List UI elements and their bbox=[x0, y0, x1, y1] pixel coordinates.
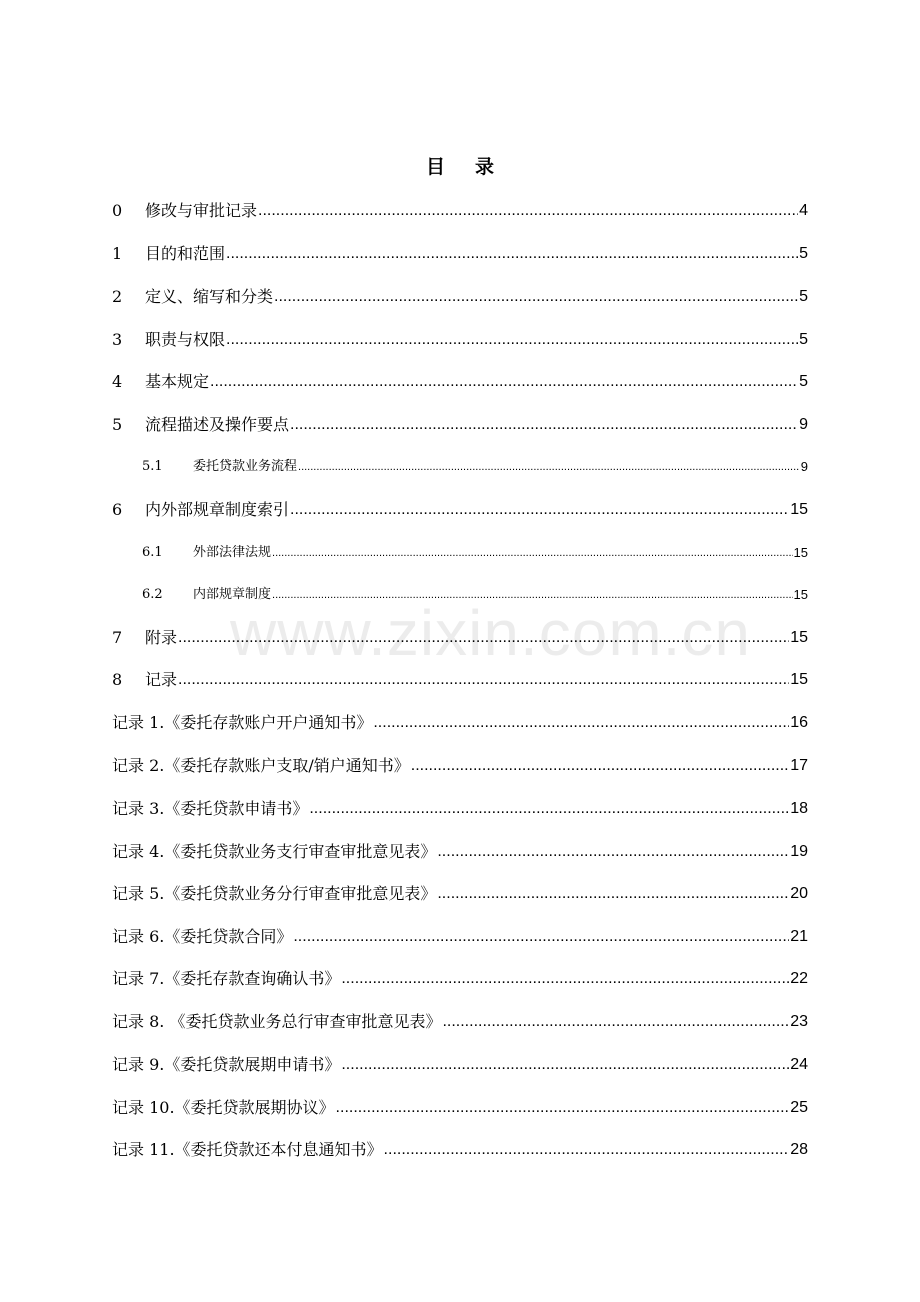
toc-record-7[interactable] bbox=[112, 965, 808, 989]
toc-entry-page: 28 bbox=[790, 1141, 808, 1158]
toc-leader-dots bbox=[411, 756, 789, 776]
toc-entry-page: 5 bbox=[799, 331, 808, 348]
toc-entry-page: 9 bbox=[800, 459, 808, 474]
toc-entry-label: 记录 8. 《委托贷款业务总行审查审批意见表》 bbox=[112, 1012, 442, 1031]
toc-record-10[interactable] bbox=[112, 1094, 808, 1118]
toc-record-2[interactable] bbox=[112, 752, 808, 776]
toc-leader-dots bbox=[309, 799, 789, 819]
toc-entry-label: 目的和范围 bbox=[145, 244, 226, 263]
toc-leader-dots bbox=[226, 330, 798, 350]
toc-leader-dots bbox=[178, 670, 789, 690]
toc-entry-label: 记录 10.《委托贷款展期协议》 bbox=[112, 1098, 335, 1117]
toc-entry-label: 委托贷款业务流程 bbox=[193, 459, 298, 474]
toc-record-3[interactable] bbox=[112, 795, 808, 819]
toc-entry-label: 记录 2.《委托存款账户支取/销户通知书》 bbox=[112, 756, 410, 775]
toc-entry-4[interactable] bbox=[112, 368, 808, 392]
toc-record-6[interactable] bbox=[112, 923, 808, 947]
watermark: www.zixin.com.cn bbox=[230, 597, 751, 669]
toc-leader-dots bbox=[373, 713, 789, 733]
toc-entry-7[interactable] bbox=[112, 624, 808, 648]
toc-entry-number: 5 bbox=[112, 415, 123, 434]
toc-entry-label: 记录 1.《委托存款账户开户通知书》 bbox=[112, 713, 373, 732]
toc-record-5[interactable] bbox=[112, 880, 808, 904]
toc-entry-label: 内部规章制度 bbox=[193, 587, 272, 602]
toc-entry-1[interactable] bbox=[112, 240, 808, 264]
toc-entry-page: 23 bbox=[790, 1013, 808, 1030]
toc-entry-page: 16 bbox=[790, 714, 808, 731]
toc-leader-dots bbox=[437, 842, 789, 862]
toc-entry-label: 记录 3.《委托贷款申请书》 bbox=[112, 799, 309, 818]
toc-entry-number: 0 bbox=[112, 201, 123, 220]
toc-entry-number: 4 bbox=[112, 372, 123, 391]
toc-entry-page: 15 bbox=[790, 671, 808, 688]
toc-entry-page: 19 bbox=[790, 843, 808, 860]
toc-entry-label: 流程描述及操作要点 bbox=[145, 415, 290, 434]
toc-record-11[interactable] bbox=[112, 1136, 808, 1160]
toc-entry-label: 职责与权限 bbox=[145, 330, 226, 349]
toc-entry-page: 15 bbox=[790, 501, 808, 518]
toc-entry-label: 记录 4.《委托贷款业务支行审查审批意见表》 bbox=[112, 842, 437, 861]
toc-entry-number: 6.1 bbox=[142, 545, 163, 560]
toc-entry-number: 7 bbox=[112, 628, 123, 647]
toc-leader-dots bbox=[384, 1140, 790, 1160]
toc-record-8[interactable] bbox=[112, 1008, 808, 1032]
toc-entry-page: 24 bbox=[790, 1056, 808, 1073]
toc-entry-page: 25 bbox=[790, 1099, 808, 1116]
toc-entry-page: 17 bbox=[790, 757, 808, 774]
toc-leader-dots bbox=[341, 1055, 789, 1075]
toc-entry-number: 1 bbox=[112, 244, 123, 263]
toc-entry-2[interactable] bbox=[112, 283, 808, 307]
toc-leader-dots bbox=[290, 500, 789, 520]
toc-entry-label: 基本规定 bbox=[145, 372, 210, 391]
toc-title-left: 目 bbox=[425, 156, 445, 178]
toc-entry-label: 修改与审批记录 bbox=[145, 201, 258, 220]
toc-leader-dots bbox=[298, 457, 800, 477]
toc-entry-page: 22 bbox=[790, 970, 808, 987]
toc-entry-number: 2 bbox=[112, 287, 123, 306]
toc-record-4[interactable] bbox=[112, 838, 808, 862]
toc-entry-page: 4 bbox=[799, 202, 808, 219]
toc-entry-label: 记录 bbox=[145, 670, 178, 689]
toc-entry-page: 21 bbox=[790, 928, 808, 945]
toc-entry-label: 记录 7.《委托存款查询确认书》 bbox=[112, 969, 341, 988]
toc-leader-dots bbox=[437, 884, 789, 904]
toc-entry-page: 5 bbox=[799, 288, 808, 305]
toc-entry-page: 15 bbox=[793, 545, 808, 560]
toc-entry-8[interactable] bbox=[112, 666, 808, 690]
toc-leader-dots bbox=[274, 287, 798, 307]
toc-entry-3[interactable] bbox=[112, 326, 808, 350]
toc-entry-number: 5.1 bbox=[142, 459, 163, 474]
toc-entry-page: 9 bbox=[799, 416, 808, 433]
toc-record-9[interactable] bbox=[112, 1051, 808, 1075]
toc-leader-dots bbox=[290, 415, 798, 435]
toc-leader-dots bbox=[272, 543, 793, 563]
toc-entry-5[interactable] bbox=[112, 411, 808, 435]
toc-title bbox=[0, 152, 920, 179]
toc-entry-6[interactable] bbox=[112, 496, 808, 520]
toc-entry-0[interactable] bbox=[112, 197, 808, 221]
toc-entry-label: 外部法律法规 bbox=[193, 545, 272, 560]
toc-entry-page: 5 bbox=[799, 373, 808, 390]
toc-leader-dots bbox=[336, 1098, 790, 1118]
toc-entry-label: 记录 11.《委托贷款还本付息通知书》 bbox=[112, 1140, 383, 1159]
toc-entry-label: 定义、缩写和分类 bbox=[145, 287, 274, 306]
toc-leader-dots bbox=[442, 1012, 789, 1032]
toc-entry-label: 记录 6.《委托贷款合同》 bbox=[112, 927, 293, 946]
toc-entry-page: 15 bbox=[793, 587, 808, 602]
toc-entry-number: 6 bbox=[112, 500, 123, 519]
toc-entry-page: 15 bbox=[790, 629, 808, 646]
toc-entry-5-1[interactable] bbox=[142, 453, 808, 477]
toc-entry-number: 6.2 bbox=[142, 587, 163, 602]
toc-entry-number: 3 bbox=[112, 330, 123, 349]
toc-leader-dots bbox=[258, 201, 798, 221]
toc-entry-6-1[interactable] bbox=[142, 539, 808, 563]
toc-entry-label: 附录 bbox=[145, 628, 178, 647]
toc-leader-dots bbox=[341, 969, 789, 989]
toc-entry-6-2[interactable] bbox=[142, 581, 808, 605]
toc-leader-dots bbox=[210, 372, 798, 392]
toc-record-1[interactable] bbox=[112, 709, 808, 733]
toc-leader-dots bbox=[226, 244, 798, 264]
toc-title-right: 录 bbox=[475, 156, 495, 178]
toc-leader-dots bbox=[178, 628, 789, 648]
toc-entry-label: 记录 9.《委托贷款展期申请书》 bbox=[112, 1055, 341, 1074]
toc-entry-page: 5 bbox=[799, 245, 808, 262]
toc-entry-page: 18 bbox=[790, 800, 808, 817]
toc-leader-dots bbox=[293, 927, 789, 947]
toc-leader-dots bbox=[272, 585, 793, 605]
toc-entry-number: 8 bbox=[112, 670, 123, 689]
toc-entry-page: 20 bbox=[790, 885, 808, 902]
toc-entry-label: 内外部规章制度索引 bbox=[145, 500, 290, 519]
toc-entry-label: 记录 5.《委托贷款业务分行审查审批意见表》 bbox=[112, 884, 437, 903]
